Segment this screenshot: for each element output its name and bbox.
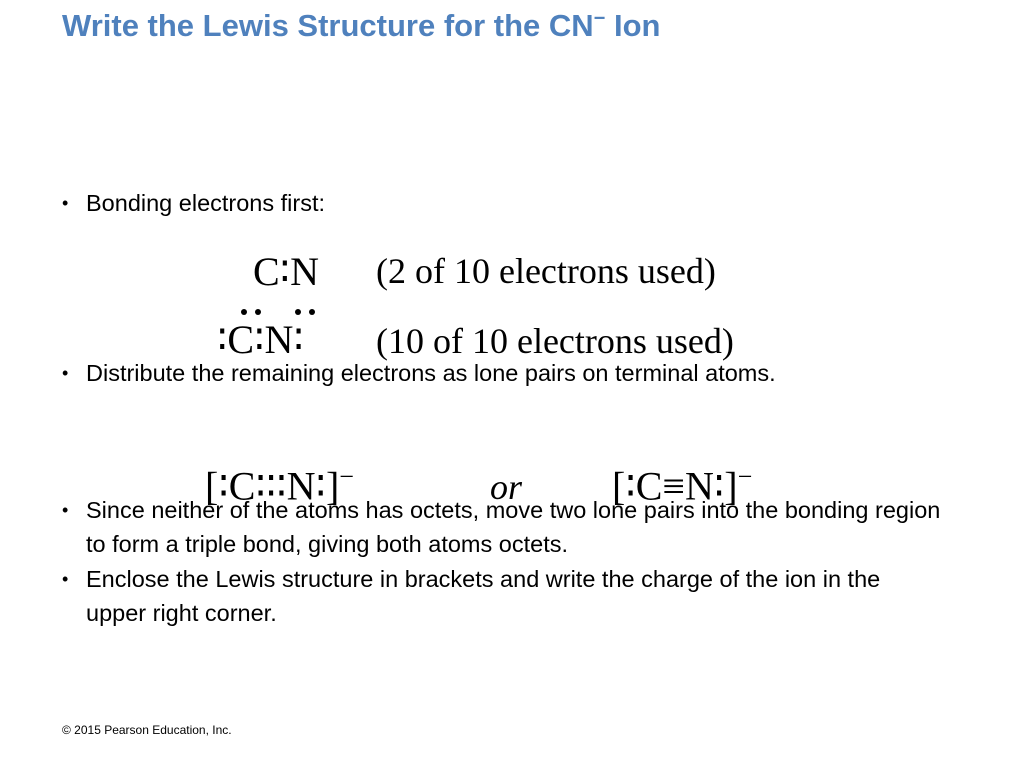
copyright-footer: © 2015 Pearson Education, Inc.	[62, 723, 232, 737]
lewis-row2-caption: (10 of 10 electrons used)	[376, 321, 734, 361]
lewis-bracket-dots-charge: −	[339, 462, 354, 491]
or-label: or	[490, 467, 523, 507]
bullet-text: Enclose the Lewis structure in brackets and write the charge of the ion in the upper right corner.	[86, 566, 881, 626]
lewis-bracket-triple-bond-charge: −	[737, 462, 753, 491]
lewis-bracket-dots-text: [∶C∶∶∶N∶]	[205, 463, 340, 509]
lewis-row1-formula: C∶N	[253, 249, 319, 294]
bullet-dot: •	[62, 569, 69, 589]
slide-title	[62, 8, 660, 44]
bullet-text: Bonding electrons first:	[86, 190, 326, 216]
lone-pair-dot	[295, 309, 301, 315]
bullet-text: Since neither of the atoms has octets, move two lone pairs into the bonding region to form a triple bond, giving both atoms octets.	[86, 497, 941, 557]
title-charge: −	[593, 7, 606, 30]
bullet-4	[62, 562, 942, 630]
bullet-3	[62, 493, 942, 561]
bullet-1	[62, 186, 942, 220]
lone-pair-dot	[309, 309, 315, 315]
lewis-bracket-triple-bond-text: [∶C≡N∶]	[612, 463, 738, 509]
lewis-row1-caption: (2 of 10 electrons used)	[376, 251, 716, 291]
lone-pair-dot	[255, 309, 261, 315]
bullet-dot: •	[62, 193, 69, 213]
bullet-2	[62, 356, 942, 390]
title-suffix: Ion	[605, 8, 661, 43]
bullet-text: Distribute the remaining electrons as lone pairs on terminal atoms.	[86, 360, 776, 386]
title-text: Write the Lewis Structure for the CN	[62, 8, 594, 43]
bullet-dot: •	[62, 363, 69, 383]
lewis-row2-formula: ∶C∶N∶	[217, 317, 304, 362]
bullet-dot: •	[62, 500, 69, 520]
lone-pair-dot	[241, 309, 247, 315]
